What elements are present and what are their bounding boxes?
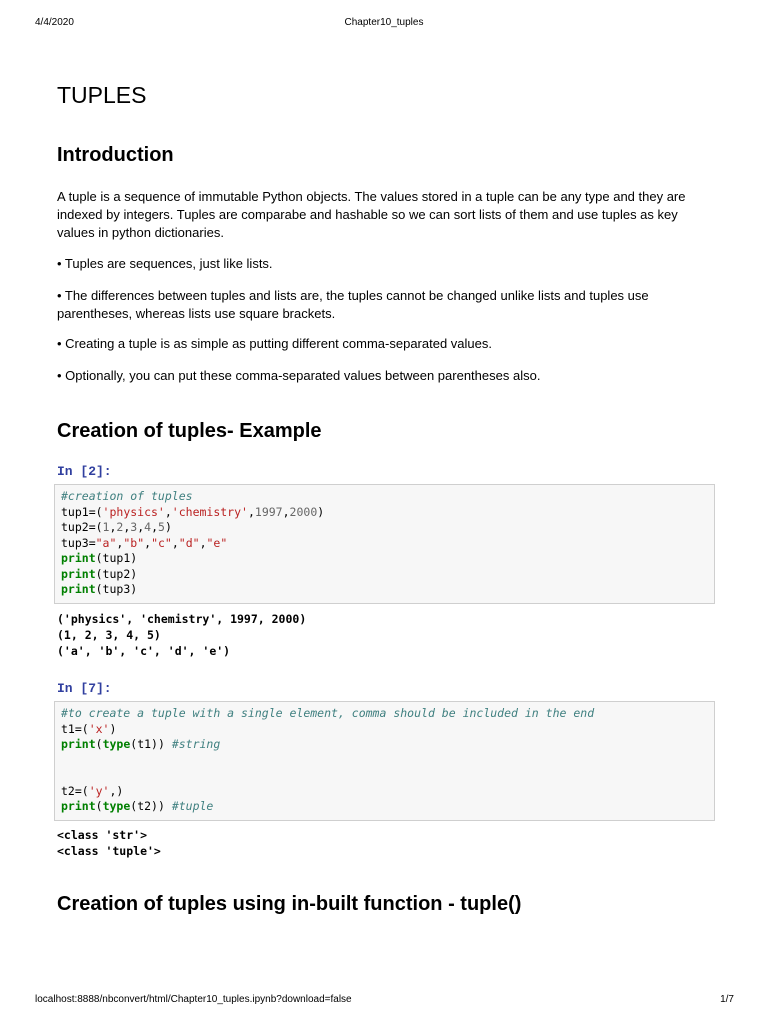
code-line: tup2=(1,2,3,4,5) <box>61 520 172 534</box>
code-line: tup3="a","b","c","d","e" <box>61 535 228 550</box>
bullet-creating: • Creating a tuple is as simple as putting different comma-separated values. <box>57 336 492 351</box>
output-line: (1, 2, 3, 4, 5) <box>57 628 161 642</box>
output-line: <class 'tuple'> <box>57 844 161 858</box>
bullet-differences: • The differences between tuples and lists are, the tuples cannot be changed unlike lists and tuples use parentheses, whereas lists use square brackets. <box>57 288 649 321</box>
code-line: #to create a tuple with a single element, comma should be included in the end <box>61 706 595 720</box>
bullet-optional: • Optionally, you can put these comma-separated values between parentheses also. <box>57 368 541 383</box>
code-cell[interactable] <box>54 484 715 604</box>
bullet-sequences: • Tuples are sequences, just like lists. <box>57 256 273 271</box>
code-line: print(type(t1)) #string <box>61 737 221 751</box>
cell-output <box>57 611 306 659</box>
code-line: print(type(t2)) #tuple <box>61 799 214 813</box>
intro-heading: Introduction <box>57 144 174 166</box>
code-line: print(tup3) <box>61 582 138 596</box>
code-line: #creation of tuples <box>61 489 193 503</box>
intro-paragraph: A tuple is a sequence of immutable Python objects. The values stored in a tuple can be any type and they are indexed by integers. Tuples are comparabe and hashable so we can sort lists of them and use tuples as key values in python dictionaries. <box>57 189 686 240</box>
print-footer-page: 1/7 <box>720 994 734 1005</box>
code-line: print(tup1) <box>61 551 138 565</box>
builtin-heading: Creation of tuples using in-built function - tuple() <box>57 893 522 915</box>
code-line <box>61 753 708 769</box>
code-cell[interactable] <box>54 701 715 821</box>
cell-prompt: In [2]: <box>57 464 112 479</box>
page-title: TUPLES <box>57 82 147 108</box>
cell-prompt: In [7]: <box>57 681 112 696</box>
code-line: t1=('x') <box>61 721 117 736</box>
print-footer-url: localhost:8888/nbconvert/html/Chapter10_tuples.ipynb?download=false <box>35 994 352 1005</box>
cell-output <box>57 827 161 859</box>
print-header-title: Chapter10_tuples <box>344 17 424 28</box>
output-line: <class 'str'> <box>57 828 148 842</box>
code-line <box>61 768 708 784</box>
code-line: tup1=('physics','chemistry',1997,2000) <box>61 504 325 519</box>
code-line: t2=('y',) <box>61 783 124 798</box>
print-header-date: 4/4/2020 <box>35 17 74 28</box>
creation-heading: Creation of tuples- Example <box>57 420 322 442</box>
code-line: print(tup2) <box>61 566 138 581</box>
output-line: ('a', 'b', 'c', 'd', 'e') <box>57 644 231 658</box>
output-line: ('physics', 'chemistry', 1997, 2000) <box>57 612 307 626</box>
